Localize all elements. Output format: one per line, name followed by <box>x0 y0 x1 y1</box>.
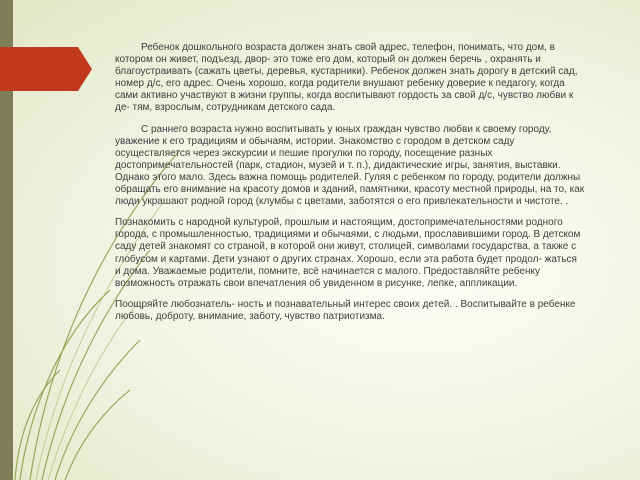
slide-text-body <box>115 42 585 332</box>
grass-blade-4 <box>55 340 140 480</box>
paragraph-1: Ребенок дошкольного возраста должен знать свой адрес, телефон, понимать, что дом, в котором он живет, подъезд, двор- это тоже его дом, который он должен беречь , охранять и благоустраивать (сажать цветы, деревья, кустарники). Ребенок должен знать дорогу в детский сад, номер д/с, его адрес. Очень хорошо, когда родители внушают ребенку доверие к педагогу, когда сами активно участвуют в жизни группы, когда воспитывают гордость за свой д/с, чувство любви к де- тям, взрослым, сотрудникам детского сада. <box>115 42 578 114</box>
paragraph-3: Познакомить с народной культурой, прошлым и настоящим, достопримечательностями родного города, с промышленностью, традициями и обычаями, с людьми, прославившими город. В детском саду детей знакомят со страной, в которой они живут, столицей, символами государства, а также с глобусом и картами. Дети узнают о других странах. Хорошо, если эта работа будет продол- жаться и дома. Уважаемые родители, помните, всё начинается с малого. Предоставляйте ребенку возможность отражать свои впечатления об увиденном в рисунке, лепке, аппликации. <box>115 217 581 289</box>
paragraph-4: Поощряйте любознатель- ность и познавательный интерес своих детей. . Воспитывайте в ребенке любовь, доброту, внимание, заботу, чувство патриотизма. <box>115 298 576 322</box>
grass-blade-5 <box>65 390 130 480</box>
paragraph-2: С раннего возраста нужно воспитывать у юных граждан чувство любви к своему городу, уважение к его традициям и обычаям, истории. Знакомство с городом в детском саду осуществляется через экскурсии и пешие прогулки по городу, посещение разных достопримечательностей (парк, стадион, музей и т. п.), дидактические игры, занятия, выставки. Однако этого мало. Здесь важна помощь родителей. Гуляя с ребенком по городу, родители должны обращать его внимание на красоту домов и зданий, памятники, красоту местной природы, на то, как люди украшают родной город (клумбы с цветами, заботятся о его привлекательности и чистоте. . <box>115 123 585 208</box>
